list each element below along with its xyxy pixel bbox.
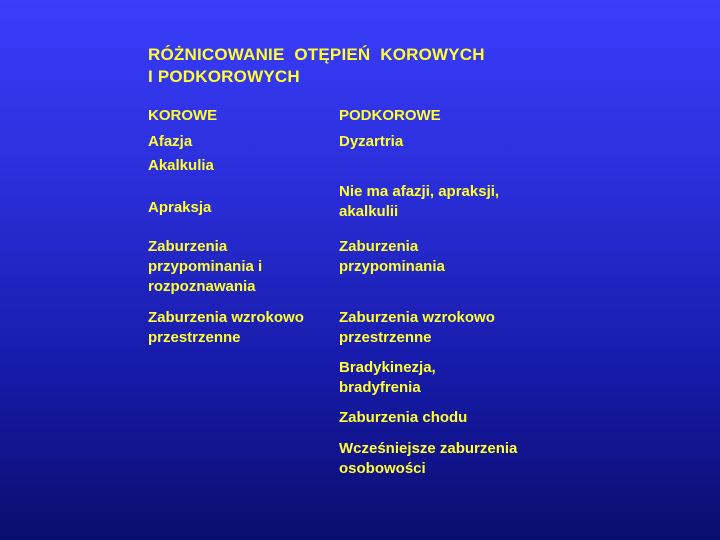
right-item-bradykinezja: Bradykinezja, bradyfrenia [339,359,436,396]
left-column-header: KOROWE [148,107,218,124]
right-item-dyzartria: Dyzartria [339,133,404,150]
slide-title [148,44,608,88]
left-item-akalkulia: Akalkulia [148,157,214,174]
left-item-afazja: Afazja [148,133,193,150]
title-line-2: I PODKOROWYCH [148,67,300,86]
right-item-wczesniejsze-zaburzenia: Wcześniejsze zaburzenia osobowości [339,440,518,477]
right-item-zaburzenia-wzrokowo: Zaburzenia wzrokowo przestrzenne [339,309,495,346]
right-item-zaburzenia-chodu: Zaburzenia chodu [339,409,468,426]
left-item-apraksja: Apraksja [148,199,212,216]
left-item-zaburzenia-przypominania: Zaburzenia przypominania i rozpoznawania [148,238,263,295]
right-item-nie-ma-afazji: Nie ma afazji, apraksji, akalkulii [339,183,500,220]
right-item-zaburzenia-przypominania: Zaburzenia przypominania [339,238,445,275]
right-column-header: PODKOROWE [339,107,441,124]
left-item-zaburzenia-wzrokowo: Zaburzenia wzrokowo przestrzenne [148,309,304,346]
title-line-1: RÓŻNICOWANIE OTĘPIEŃ KOROWYCH [148,45,485,64]
